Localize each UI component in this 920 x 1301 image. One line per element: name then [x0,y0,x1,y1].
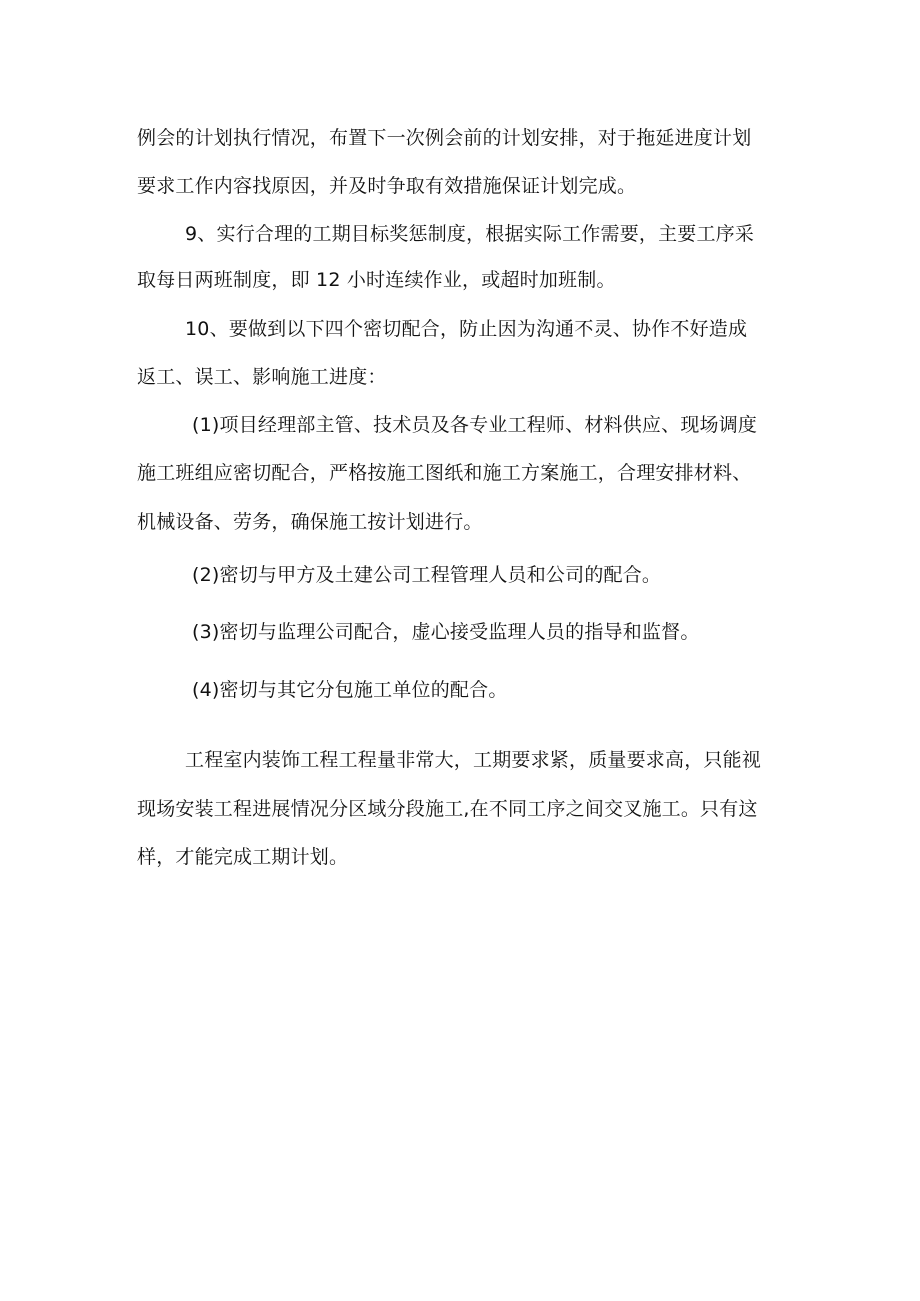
paragraph-2-line-1: 9、实行合理的工期目标奖惩制度，根据实际工作需要，主要工序采 [185,223,755,245]
paragraph-4-line-1: 工程室内装饰工程工程量非常大，工期要求紧，质量要求高，只能视 [185,749,762,771]
item-1-line-1: (1)项目经理部主管、技术员及各专业工程师、材料供应、现场调度 [192,414,758,436]
item-1-line-3: 机械设备、劳务，确保施工按计划进行。 [137,511,483,533]
item-1-line-2: 施工班组应密切配合，严格按施工图纸和施工方案施工，合理安排材料、 [137,462,752,484]
item-4: (4)密切与其它分包施工单位的配合。 [192,679,508,701]
paragraph-2-line-2: 取每日两班制度，即 12 小时连续作业，或超时加班制。 [137,269,616,291]
paragraph-3-line-1: 10、要做到以下四个密切配合，防止因为沟通不灵、协作不好造成 [185,318,748,340]
paragraph-1-line-1: 例会的计划执行情况，布置下一次例会前的计划安排，对于拖延进度计划 [137,127,752,149]
item-3: (3)密切与监理公司配合，虚心接受监理人员的指导和监督。 [192,621,700,643]
paragraph-4-line-2: 现场安装工程进展情况分区域分段施工,在不同工序之间交叉施工。只有这 [137,798,758,820]
paragraph-4-line-3: 样，才能完成工期计划。 [137,846,349,868]
item-2: (2)密切与甲方及土建公司工程管理人员和公司的配合。 [192,564,662,586]
paragraph-3-line-2: 返工、误工、影响施工进度： [137,366,387,388]
paragraph-1-line-2: 要求工作内容找原因，并及时争取有效措施保证计划完成。 [137,175,637,197]
